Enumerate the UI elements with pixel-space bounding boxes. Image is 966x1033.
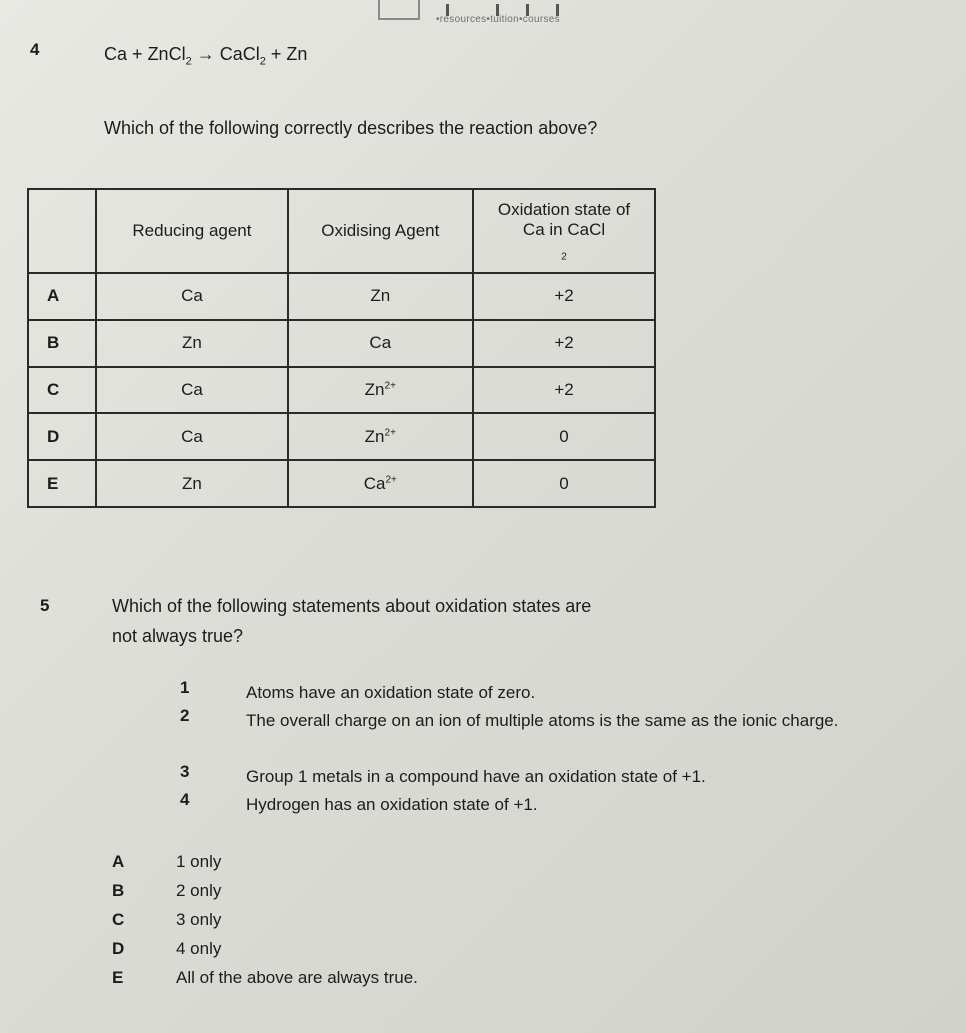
question-5-prompt-line1: Which of the following statements about oxidation states are xyxy=(112,596,592,616)
statement-item: 3 Group 1 metals in a compound have an oxidation state of +1. xyxy=(180,762,706,786)
question-number-5: 5 xyxy=(40,596,50,615)
header-empty xyxy=(28,189,96,273)
oxidation-state-cell: 0 xyxy=(473,413,655,460)
choice-a[interactable]: A 1 only xyxy=(112,852,222,871)
reducing-agent-cell: Ca xyxy=(96,273,287,320)
header-reducing-agent: Reducing agent xyxy=(96,189,287,273)
header-oxidising-agent: Oxidising Agent xyxy=(288,189,474,273)
statement-item: 2 The overall charge on an ion of multiple atoms is the same as the ionic charge. xyxy=(180,706,839,730)
option-letter: B xyxy=(28,320,96,367)
oxidising-agent-cell: $Ca^{2+}$ xyxy=(288,460,474,507)
oxidising-agent-cell: $Zn^{2+}$ xyxy=(288,413,474,460)
table-row[interactable] xyxy=(28,273,655,320)
table-row[interactable] xyxy=(28,367,655,414)
plus-sign: + xyxy=(132,44,143,64)
table-row[interactable] xyxy=(28,413,655,460)
page-edge-marks xyxy=(446,4,586,14)
oxidation-state-cell: 0 xyxy=(473,460,655,507)
oxidising-agent-cell: $Zn^{2+}$ xyxy=(288,367,474,414)
table-row[interactable] xyxy=(28,460,655,507)
table-row[interactable] xyxy=(28,320,655,367)
reactant-zncl2: ZnCl$_2$ xyxy=(147,44,192,68)
statement-item: 1 Atoms have an oxidation state of zero. xyxy=(180,678,536,702)
option-letter: A xyxy=(28,273,96,320)
statement-item: 4 Hydrogen has an oxidation state of +1. xyxy=(180,790,538,814)
page-border-mark xyxy=(378,0,420,20)
watermark: •resources•tuition•courses xyxy=(436,14,560,25)
option-letter: C xyxy=(28,367,96,414)
reactant-ca: Ca xyxy=(104,44,128,64)
reaction-arrow: → xyxy=(196,44,215,64)
reaction-equation xyxy=(104,44,307,68)
product-cacl2: CaCl$_2$ xyxy=(219,44,266,68)
oxidising-agent-cell: Zn xyxy=(288,273,474,320)
reducing-agent-cell: Ca xyxy=(96,413,287,460)
choice-c[interactable]: C 3 only xyxy=(112,910,222,929)
reducing-agent-cell: Ca xyxy=(96,367,287,414)
oxidation-state-cell: +2 xyxy=(473,273,655,320)
oxidation-state-cell: +2 xyxy=(473,367,655,414)
table-header-row xyxy=(28,189,655,273)
oxidising-agent-cell: Ca xyxy=(288,320,474,367)
plus-sign: + xyxy=(270,44,282,64)
reducing-agent-cell: Zn xyxy=(96,320,287,367)
question-4-prompt: Which of the following correctly describes the reaction above? xyxy=(104,118,598,138)
reducing-agent-cell: Zn xyxy=(96,460,287,507)
choice-e[interactable]: E All of the above are always true. xyxy=(112,968,418,987)
question-5-prompt-line2: not always true? xyxy=(112,626,244,646)
product-zn: Zn xyxy=(286,44,308,64)
option-letter: D xyxy=(28,413,96,460)
choice-d[interactable]: D 4 only xyxy=(112,939,222,958)
oxidation-state-cell: +2 xyxy=(473,320,655,367)
header-oxidation-state: Oxidation state of Ca in CaCl $_2$ xyxy=(473,189,655,273)
question-number-4: 4 xyxy=(30,40,40,59)
option-letter: E xyxy=(28,460,96,507)
choice-b[interactable]: B 2 only xyxy=(112,881,222,900)
answer-table xyxy=(27,188,656,508)
